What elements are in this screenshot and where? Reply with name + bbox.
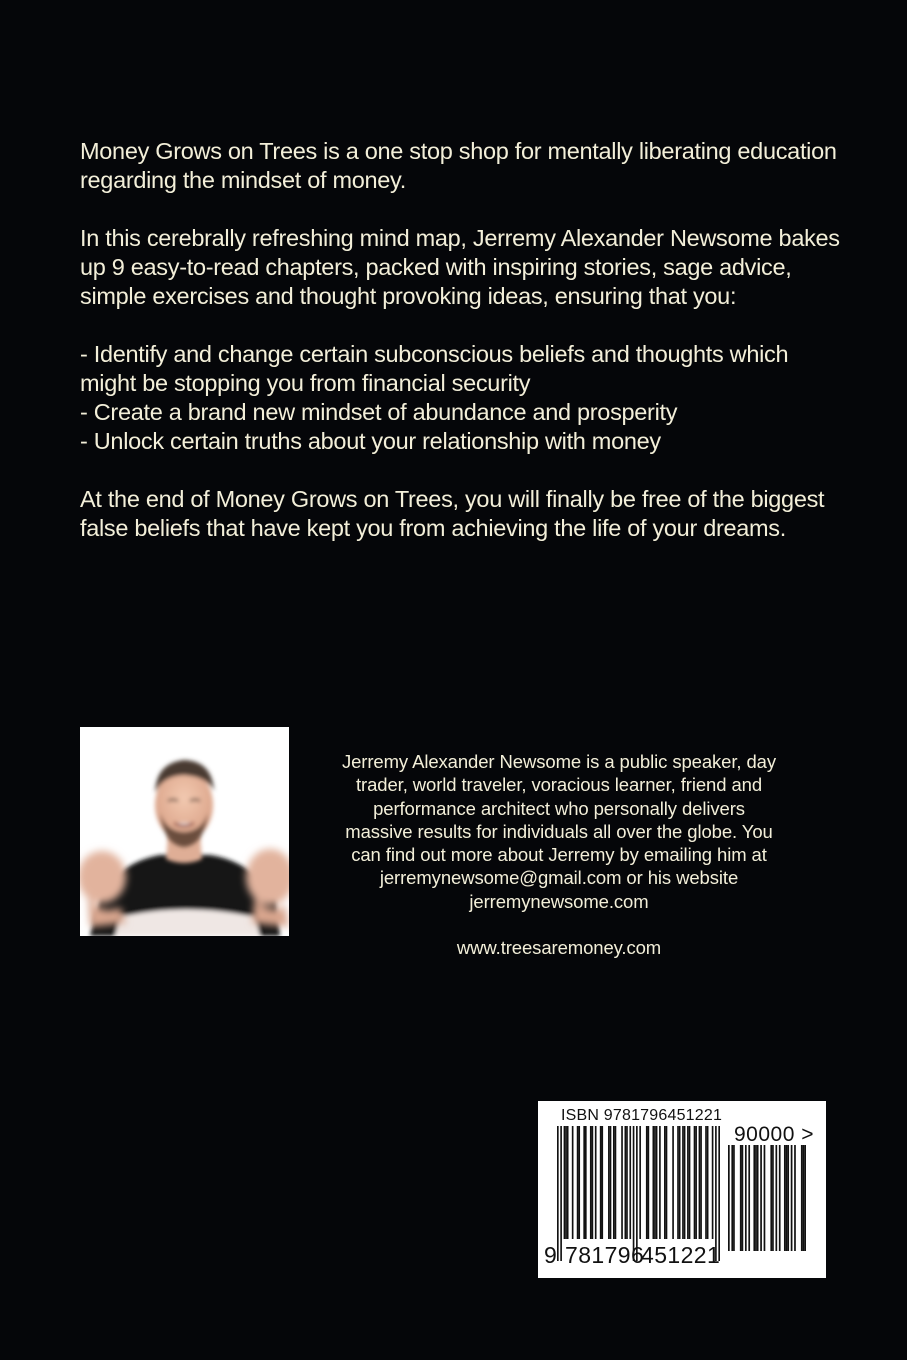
isbn-barcode	[538, 1101, 826, 1278]
benefit-item: - Identify and change certain subconscious beliefs and thoughts which might be stopping you from financial security	[80, 341, 789, 396]
book-website: www.treesaremoney.com	[456, 937, 662, 959]
bio-line-email: can find out more about Jerremy by emailing him at	[351, 844, 767, 866]
bio-line-email-address: jerremynewsome@gmail.com or his website	[379, 867, 739, 889]
benefit-item: - Unlock certain truths about your relationship with money	[80, 428, 661, 454]
book-blurb	[80, 137, 840, 572]
author-bio	[318, 750, 800, 959]
isbn-label: ISBN 9781796451221	[561, 1107, 723, 1124]
bio-line: Jerremy Alexander Newsome is a public speaker, day	[341, 751, 777, 772]
blurb-conclusion: At the end of Money Grows on Trees, you will finally be free of the biggest false beliefs that have kept you from achieving the life of your dreams.	[80, 486, 825, 541]
bio-line: massive results for individuals all over the globe. You	[345, 820, 773, 842]
barcode-digits-left: 781796	[565, 1242, 645, 1268]
barcode-digits-right: 451221	[641, 1242, 721, 1268]
blurb-description: In this cerebrally refreshing mind map, Jerremy Alexander Newsome bakes up 9 easy-to-read chapters, packed with inspiring stories, sage advice, simple exercises and thought provoking ideas, ensuring that you:	[80, 225, 840, 309]
benefit-item: - Create a brand new mindset of abundance and prosperity	[80, 399, 678, 425]
price-code: 90000 >	[734, 1123, 814, 1146]
author-photo	[80, 727, 289, 936]
bio-line-author-site: jerremynewsome.com	[469, 890, 649, 912]
bio-line: performance architect who personally delivers	[373, 797, 745, 819]
benefits-list	[80, 340, 840, 456]
author-portrait-illustration	[80, 727, 289, 936]
bio-line: trader, world traveler, voracious learner, friend and	[355, 774, 763, 796]
barcode-digit-first: 9	[544, 1242, 557, 1268]
blurb-intro: Money Grows on Trees is a one stop shop for mentally liberating education regarding the mindset of money.	[80, 138, 837, 193]
